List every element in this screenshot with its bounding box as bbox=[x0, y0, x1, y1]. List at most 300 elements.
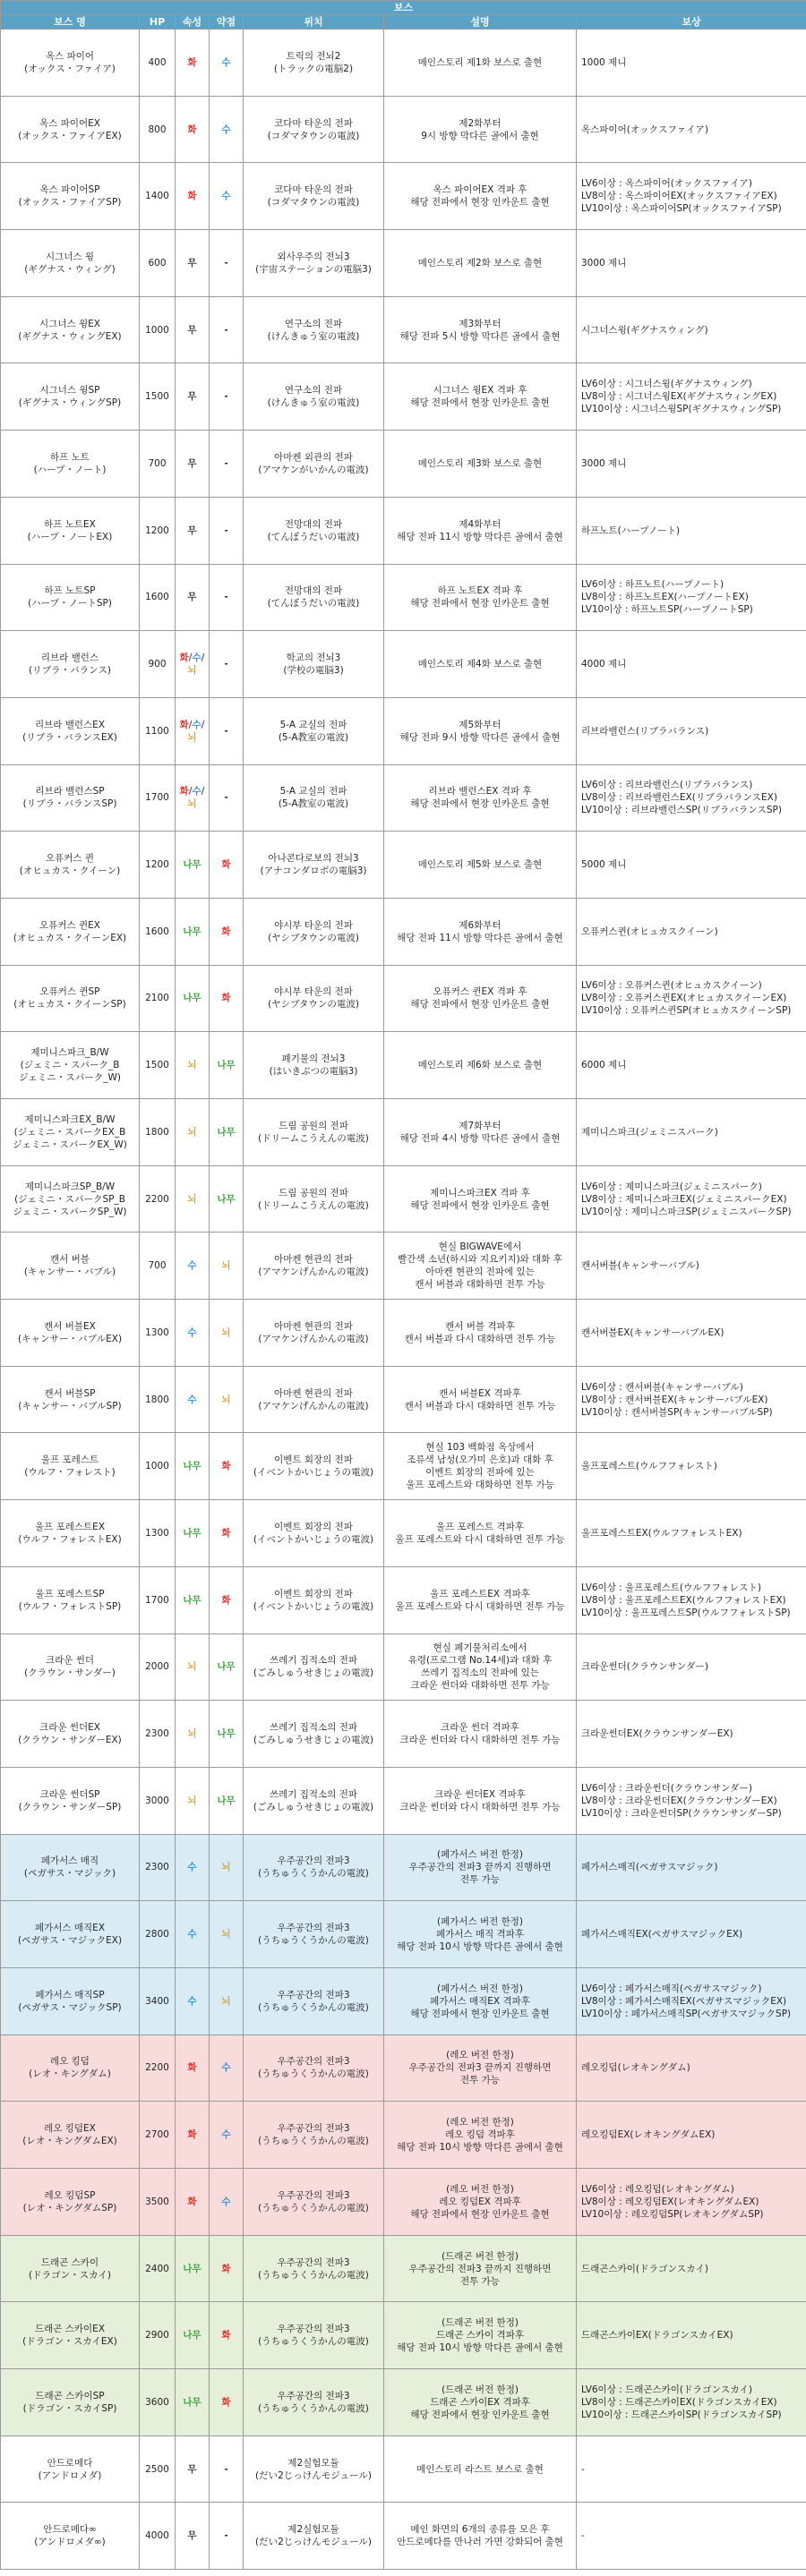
weakness-cell bbox=[210, 1433, 244, 1500]
description-cell: 하프 노트EX 격파 후 해당 전파에서 현장 인카운트 출현 bbox=[384, 564, 577, 631]
location-cell: 우주공간의 전파3 (うちゅうくうかんの電波) bbox=[244, 2369, 384, 2436]
reward-cell: 하프노트(ハープノート) bbox=[577, 497, 806, 564]
attribute-cell bbox=[176, 1099, 210, 1166]
header-reward: 보상 bbox=[577, 15, 806, 30]
boss-name-cell: 제미니스파크_B/W (ジェミニ・スパーク_B ジェミニ・スパーク_W) bbox=[1, 1032, 140, 1099]
element-elec: 뇌 bbox=[187, 1126, 197, 1138]
element-water: 수 bbox=[221, 2129, 231, 2141]
weakness-cell bbox=[210, 764, 244, 832]
location-cell: 우주공간의 전파3 (うちゅうくうかんの電波) bbox=[244, 1901, 384, 1968]
element-wood: 나무 bbox=[217, 1126, 236, 1138]
element-fire: 화 bbox=[179, 786, 189, 798]
hp-cell: 700 bbox=[140, 431, 176, 498]
description-cell: 메인스토리 제3화 보스로 출현 bbox=[384, 431, 577, 498]
location-cell: 아마켄 외관의 전파 (アマケンがいかんの電波) bbox=[244, 431, 384, 498]
element-fire: 화 bbox=[179, 653, 189, 664]
table-row bbox=[1, 1433, 806, 1500]
hp-cell: 2900 bbox=[140, 2302, 176, 2369]
boss-name-cell: 페가서스 매직 (ペガサス・マジック) bbox=[1, 1834, 140, 1901]
element-fire: 화 bbox=[187, 2062, 197, 2074]
attribute-cell bbox=[176, 1032, 210, 1099]
element-elec: 뇌 bbox=[187, 798, 197, 810]
location-cell: 쓰레기 집적소의 전파 (ごみしゅうせきじょの電波) bbox=[244, 1701, 384, 1768]
element-none: 무 bbox=[187, 391, 197, 403]
attribute-cell bbox=[176, 697, 210, 764]
hp-cell: 3000 bbox=[140, 1767, 176, 1834]
reward-cell: 3000 제니 bbox=[577, 431, 806, 498]
description-cell: (레오 버전 한정) 레오 킹덤 격파후 해당 전파 10시 방향 막다른 골에서 출현 bbox=[384, 2102, 577, 2169]
table-row bbox=[1, 1099, 806, 1166]
table-row bbox=[1, 363, 806, 431]
description-cell: 캔서 버블EX 격파후 캔서 버블과 다시 대화하면 전투 가능 bbox=[384, 1366, 577, 1433]
table-row bbox=[1, 30, 806, 97]
boss-name-cell: 레오 킹덤 (レオ・キングダム) bbox=[1, 2034, 140, 2102]
hp-cell: 1100 bbox=[140, 697, 176, 764]
element-water: 수 bbox=[192, 719, 202, 730]
weakness-cell bbox=[210, 363, 244, 431]
hp-cell: 2200 bbox=[140, 2034, 176, 2102]
element-fire: 화 bbox=[221, 2396, 231, 2408]
reward-cell: 4000 제니 bbox=[577, 631, 806, 698]
description-cell: (레오 버전 한정) 레오 킹덤EX 격파후 해당 전파에서 현장 인카운트 출현 bbox=[384, 2169, 577, 2236]
reward-cell: - bbox=[577, 2435, 806, 2503]
description-cell: 캔서 버블 격파후 캔서 버블과 다시 대화하면 전투 가능 bbox=[384, 1300, 577, 1367]
weakness-cell bbox=[210, 832, 244, 899]
element-none: 무 bbox=[187, 592, 197, 603]
weakness-cell bbox=[210, 431, 244, 498]
table-row bbox=[1, 1566, 806, 1633]
weakness-cell bbox=[210, 2235, 244, 2302]
table-row bbox=[1, 230, 806, 297]
element-wood: 나무 bbox=[217, 1728, 236, 1740]
boss-name-cell: 안드로메다 (アンドロメダ) bbox=[1, 2435, 140, 2503]
weakness-cell bbox=[210, 965, 244, 1032]
element-elec: 뇌 bbox=[187, 731, 197, 743]
attribute-cell bbox=[176, 1433, 210, 1500]
element-none: - bbox=[224, 792, 228, 804]
location-cell: 연구소의 전파 (けんきゅう室の電波) bbox=[244, 296, 384, 363]
weakness-cell bbox=[210, 1701, 244, 1768]
weakness-cell bbox=[210, 1566, 244, 1633]
boss-name-cell: 레오 킹덤EX (レオ・キングダムEX) bbox=[1, 2102, 140, 2169]
description-cell: (페가서스 버전 한정) 페가서스 매직EX 격파후 해당 전파에서 현장 인카운트 출현 bbox=[384, 1967, 577, 2034]
element-water: 수 bbox=[187, 1260, 197, 1272]
weakness-cell bbox=[210, 296, 244, 363]
reward-cell: 페가서스매직EX(ペガサスマジックEX) bbox=[577, 1901, 806, 1968]
boss-name-cell: 드래곤 스카이 (ドラゴン・スカイ) bbox=[1, 2235, 140, 2302]
attribute-cell bbox=[176, 1701, 210, 1768]
location-cell: 전망대의 전파 (てんぼうだいの電波) bbox=[244, 564, 384, 631]
table-row bbox=[1, 1633, 806, 1701]
boss-name-cell: 리브라 밸런스EX (リブラ・バランスEX) bbox=[1, 697, 140, 764]
weakness-cell bbox=[210, 1233, 244, 1300]
weakness-cell bbox=[210, 2102, 244, 2169]
description-cell: 시그너스 윙EX 격파 후 해당 전파에서 현장 인카운트 출현 bbox=[384, 363, 577, 431]
boss-name-cell: 옥스 파이어SP (オックス・ファイアSP) bbox=[1, 163, 140, 230]
hp-cell: 3400 bbox=[140, 1967, 176, 2034]
element-water: 수 bbox=[192, 786, 202, 798]
boss-name-cell: 캔서 버블EX (キャンサー・バブルEX) bbox=[1, 1300, 140, 1367]
weakness-cell bbox=[210, 631, 244, 698]
boss-name-cell: 오퓨커스 퀸SP (オヒュカス・クイーンSP) bbox=[1, 965, 140, 1032]
element-water: 수 bbox=[221, 56, 231, 68]
reward-cell: 울프포레스트(ウルフフォレスト) bbox=[577, 1433, 806, 1500]
location-cell: 제2실험모듈 (だい2じっけんモジュール) bbox=[244, 2435, 384, 2503]
element-water: 수 bbox=[187, 1929, 197, 1941]
hp-cell: 900 bbox=[140, 631, 176, 698]
table-row bbox=[1, 832, 806, 899]
hp-cell: 2300 bbox=[140, 1701, 176, 1768]
boss-name-cell: 시그너스 윙SP (ギグナス・ウィングSP) bbox=[1, 363, 140, 431]
location-cell: 이벤트 회장의 전파 (イベントかいじょうの電波) bbox=[244, 1566, 384, 1633]
hp-cell: 2200 bbox=[140, 1165, 176, 1233]
separator: / bbox=[201, 719, 205, 730]
element-fire: 화 bbox=[187, 124, 197, 135]
table-row bbox=[1, 1901, 806, 1968]
weakness-cell bbox=[210, 2302, 244, 2369]
attribute-cell bbox=[176, 1366, 210, 1433]
reward-cell: 오퓨커스퀸(オヒュカスクイーン) bbox=[577, 898, 806, 965]
table-row bbox=[1, 1701, 806, 1768]
hp-cell: 4000 bbox=[140, 2503, 176, 2570]
attribute-cell bbox=[176, 2034, 210, 2102]
table-header-row bbox=[1, 15, 806, 30]
element-none: - bbox=[224, 525, 228, 536]
location-cell: 쓰레기 집적소의 전파 (ごみしゅうせきじょの電波) bbox=[244, 1767, 384, 1834]
element-wood: 나무 bbox=[217, 1193, 236, 1205]
table-row bbox=[1, 96, 806, 163]
reward-cell: 레오킹덤EX(レオキングダムEX) bbox=[577, 2102, 806, 2169]
element-none: - bbox=[224, 391, 228, 403]
attribute-cell bbox=[176, 1300, 210, 1367]
reward-cell: 6000 제니 bbox=[577, 1032, 806, 1099]
attribute-cell bbox=[176, 1566, 210, 1633]
weakness-cell bbox=[210, 1767, 244, 1834]
attribute-cell bbox=[176, 1233, 210, 1300]
description-cell: 현실 BIGWAVE에서 빨간색 소년(하시와 지요키지)와 대화 후 아마켄 현관의 전파에 있는 캔서 버블과 대화하면 전투 가능 bbox=[384, 1233, 577, 1300]
location-cell: 드림 공원의 전파 (ドリームこうえんの電波) bbox=[244, 1099, 384, 1166]
reward-cell: 3000 제니 bbox=[577, 230, 806, 297]
element-elec: 뇌 bbox=[187, 1661, 197, 1673]
element-none: 무 bbox=[187, 457, 197, 469]
table-row bbox=[1, 1165, 806, 1233]
hp-cell: 700 bbox=[140, 1233, 176, 1300]
element-elec: 뇌 bbox=[187, 1060, 197, 1071]
weakness-cell bbox=[210, 1032, 244, 1099]
weakness-cell bbox=[210, 1165, 244, 1233]
weakness-cell bbox=[210, 96, 244, 163]
hp-cell: 1300 bbox=[140, 1300, 176, 1367]
weakness-cell bbox=[210, 497, 244, 564]
location-cell: 연구소의 전파 (けんきゅう室の電波) bbox=[244, 363, 384, 431]
hp-cell: 1400 bbox=[140, 163, 176, 230]
description-cell: (페가서스 버전 한정) 페가서스 매직 격파후 해당 전파 10시 방향 막다른 골에서 출현 bbox=[384, 1901, 577, 1968]
location-cell: 야시부 타운의 전파 (ヤシブタウンの電波) bbox=[244, 898, 384, 965]
attribute-cell bbox=[176, 2235, 210, 2302]
description-cell: (드래곤 버전 한정) 드래곤 스카이EX 격파후 해당 전파에서 현장 인카운트 출현 bbox=[384, 2369, 577, 2436]
element-water: 수 bbox=[221, 124, 231, 135]
element-none: - bbox=[224, 725, 228, 737]
element-elec: 뇌 bbox=[221, 1394, 231, 1405]
element-elec: 뇌 bbox=[221, 1326, 231, 1338]
boss-name-cell: 옥스 파이어 (オックス・ファイア) bbox=[1, 30, 140, 97]
table-row bbox=[1, 2034, 806, 2102]
boss-name-cell: 시그너스 윙 (ギグナス・ウィング) bbox=[1, 230, 140, 297]
hp-cell: 1800 bbox=[140, 1099, 176, 1166]
element-fire: 화 bbox=[221, 2263, 231, 2274]
reward-cell: LV6이상 : 레오킹덤(レオキングダム) LV8이상 : 레오킹덤EX(レオキングダムEX) LV10이상 : 레오킹덤SP(レオキングダムSP) bbox=[577, 2169, 806, 2236]
table-row bbox=[1, 1967, 806, 2034]
reward-cell: 크라운썬더(クラウンサンダー) bbox=[577, 1633, 806, 1701]
element-water: 수 bbox=[187, 1995, 197, 2007]
table-row bbox=[1, 1233, 806, 1300]
description-cell: (레오 버전 한정) 우주공간의 전파3 끝까지 진행하면 전투 가능 bbox=[384, 2034, 577, 2102]
description-cell: 메인스토리 라스트 보스로 출현 bbox=[384, 2435, 577, 2503]
boss-name-cell: 울프 포레스트SP (ウルフ・フォレストSP) bbox=[1, 1566, 140, 1633]
element-fire: 화 bbox=[187, 2129, 197, 2141]
boss-name-cell: 제미니스파크EX_B/W (ジェミニ・スパークEX_B ジェミニ・スパークEX_W) bbox=[1, 1099, 140, 1166]
element-none: 무 bbox=[187, 2463, 197, 2475]
location-cell: 우주공간의 전파3 (うちゅうくうかんの電波) bbox=[244, 2034, 384, 2102]
description-cell: 제6화부터 해당 전파 11시 방향 막다른 골에서 출현 bbox=[384, 898, 577, 965]
attribute-cell bbox=[176, 564, 210, 631]
boss-name-cell: 크라운 썬더SP (クラウン・サンダーSP) bbox=[1, 1767, 140, 1834]
location-cell: 폐기물의 전뇌3 (はいきぶつの電脳3) bbox=[244, 1032, 384, 1099]
element-elec: 뇌 bbox=[187, 1795, 197, 1806]
reward-cell: 크라운썬더EX(クラウンサンダーEX) bbox=[577, 1701, 806, 1768]
table-row bbox=[1, 1834, 806, 1901]
hp-cell: 2000 bbox=[140, 1633, 176, 1701]
element-water: 수 bbox=[221, 2062, 231, 2074]
table-row bbox=[1, 2302, 806, 2369]
weakness-cell bbox=[210, 1901, 244, 1968]
hp-cell: 2800 bbox=[140, 1901, 176, 1968]
header-description: 설명 bbox=[384, 15, 577, 30]
boss-name-cell: 오퓨커스 퀸EX (オヒュカス・クイーンEX) bbox=[1, 898, 140, 965]
description-cell: (드래곤 버전 한정) 우주공간의 전파3 끝까지 진행하면 전투 가능 bbox=[384, 2235, 577, 2302]
attribute-cell bbox=[176, 965, 210, 1032]
description-cell: (드래곤 버전 한정) 드래곤 스카이 격파후 해당 전파 10시 방향 막다른 골에서 출현 bbox=[384, 2302, 577, 2369]
table-title: 보스 bbox=[1, 1, 806, 15]
weakness-cell bbox=[210, 1500, 244, 1567]
boss-name-cell: 캔서 버블SP (キャンサー・バブルSP) bbox=[1, 1366, 140, 1433]
location-cell: 5-A 교실의 전파 (5-A教室の電波) bbox=[244, 764, 384, 832]
boss-name-cell: 울프 포레스트 (ウルフ・フォレスト) bbox=[1, 1433, 140, 1500]
location-cell: 우주공간의 전파3 (うちゅうくうかんの電波) bbox=[244, 2235, 384, 2302]
boss-name-cell: 하프 노트SP (ハープ・ノートSP) bbox=[1, 564, 140, 631]
attribute-cell bbox=[176, 96, 210, 163]
reward-cell: - bbox=[577, 2503, 806, 2570]
element-wood: 나무 bbox=[183, 2396, 202, 2408]
element-wood: 나무 bbox=[183, 2263, 202, 2274]
element-fire: 화 bbox=[221, 859, 231, 871]
element-fire: 화 bbox=[221, 1461, 231, 1472]
location-cell: 우주공간의 전파3 (うちゅうくうかんの電波) bbox=[244, 2102, 384, 2169]
description-cell: (페가서스 버전 한정) 우주공간의 전파3 끝까지 진행하면 전투 가능 bbox=[384, 1834, 577, 1901]
hp-cell: 1500 bbox=[140, 363, 176, 431]
attribute-cell bbox=[176, 30, 210, 97]
reward-cell: 제미니스파크(ジェミニスパーク) bbox=[577, 1099, 806, 1166]
location-cell: 아마켄 현관의 전파 (アマケンげんかんの電波) bbox=[244, 1233, 384, 1300]
table-row bbox=[1, 1767, 806, 1834]
attribute-cell bbox=[176, 832, 210, 899]
element-fire: 화 bbox=[221, 2330, 231, 2341]
weakness-cell bbox=[210, 1099, 244, 1166]
attribute-cell bbox=[176, 363, 210, 431]
reward-cell: LV6이상 : 드래곤스카이(ドラゴンスカイ) LV8이상 : 드래곤스카이EX(ドラゴンスカイEX) LV10이상 : 드래곤스카이SP(ドラゴンスカイSP) bbox=[577, 2369, 806, 2436]
location-cell: 아마켄 현관의 전파 (アマケンげんかんの電波) bbox=[244, 1366, 384, 1433]
boss-name-cell: 옥스 파이어EX (オックス・ファイアEX) bbox=[1, 96, 140, 163]
hp-cell: 600 bbox=[140, 230, 176, 297]
boss-name-cell: 하프 노트EX (ハープ・ノートEX) bbox=[1, 497, 140, 564]
weakness-cell bbox=[210, 898, 244, 965]
element-fire: 화 bbox=[179, 719, 189, 730]
description-cell: 메인스토리 제5화 보스로 출현 bbox=[384, 832, 577, 899]
hp-cell: 3500 bbox=[140, 2169, 176, 2236]
header-hp: HP bbox=[140, 15, 176, 30]
reward-cell: 드래곤스카이(ドラゴンスカイ) bbox=[577, 2235, 806, 2302]
reward-cell: 캔서버블EX(キャンサーバブルEX) bbox=[577, 1300, 806, 1367]
reward-cell: LV6이상 : 시그너스윙(ギグナスウィング) LV8이상 : 시그너스윙EX(ギグナスウィングEX) LV10이상 : 시그너스윙SP(ギグナスウィングSP) bbox=[577, 363, 806, 431]
hp-cell: 2400 bbox=[140, 2235, 176, 2302]
element-none: 무 bbox=[187, 2530, 197, 2542]
element-none: - bbox=[224, 2463, 228, 2475]
table-row bbox=[1, 697, 806, 764]
reward-cell: LV6이상 : 오퓨커스퀸(オヒュカスクイーン) LV8이상 : 오퓨커스퀸EX(オヒュカスクイーンEX) LV10이상 : 오퓨커스퀸SP(オヒュカスクイーンSP) bbox=[577, 965, 806, 1032]
location-cell: 야시부 타운의 전파 (ヤシブタウンの電波) bbox=[244, 965, 384, 1032]
boss-name-cell: 안드로메다∞ (アンドロメダ∞) bbox=[1, 2503, 140, 2570]
table-row bbox=[1, 2169, 806, 2236]
hp-cell: 1700 bbox=[140, 764, 176, 832]
description-cell: 메인스토리 제1화 보스로 출현 bbox=[384, 30, 577, 97]
element-fire: 화 bbox=[221, 1594, 231, 1606]
boss-name-cell: 제미니스파크SP_B/W (ジェミニ・スパークSP_B ジェミニ・スパークSP_W) bbox=[1, 1165, 140, 1233]
attribute-cell bbox=[176, 1901, 210, 1968]
location-cell: 전망대의 전파 (てんぼうだいの電波) bbox=[244, 497, 384, 564]
table-body bbox=[1, 30, 806, 2570]
description-cell: 옥스 파이어EX 격파 후 해당 전파에서 현장 인카운트 출현 bbox=[384, 163, 577, 230]
table-row bbox=[1, 431, 806, 498]
hp-cell: 1600 bbox=[140, 898, 176, 965]
element-elec: 뇌 bbox=[221, 1995, 231, 2007]
hp-cell: 1200 bbox=[140, 832, 176, 899]
reward-cell: LV6이상 : 캔서버블(キャンサーバブル) LV8이상 : 캔서버블EX(キャンサーバブルEX) LV10이상 : 캔서버블SP(キャンサーバブルSP) bbox=[577, 1366, 806, 1433]
location-cell: 5-A 교실의 전파 (5-A教室の電波) bbox=[244, 697, 384, 764]
table-row bbox=[1, 2102, 806, 2169]
weakness-cell bbox=[210, 2034, 244, 2102]
location-cell: 우주공간의 전파3 (うちゅうくうかんの電波) bbox=[244, 2169, 384, 2236]
reward-cell: LV6이상 : 제미니스파크(ジェミニスパーク) LV8이상 : 제미니스파크EX(ジェミニスパークEX) LV10이상 : 제미니스파크SP(ジェミニスパークSP) bbox=[577, 1165, 806, 1233]
hp-cell: 2300 bbox=[140, 1834, 176, 1901]
element-none: - bbox=[224, 2530, 228, 2542]
boss-name-cell: 오퓨커스 퀸 (オヒュカス・クイーン) bbox=[1, 832, 140, 899]
location-cell: 이벤트 회장의 전파 (イベントかいじょうの電波) bbox=[244, 1433, 384, 1500]
location-cell: 아나콘다로보의 전뇌3 (アナコンダロボの電脳3) bbox=[244, 832, 384, 899]
hp-cell: 2100 bbox=[140, 965, 176, 1032]
element-water: 수 bbox=[221, 2196, 231, 2207]
table-row bbox=[1, 2435, 806, 2503]
element-none: - bbox=[224, 324, 228, 336]
reward-cell: 옥스파이어(オックスファイア) bbox=[577, 96, 806, 163]
element-wood: 나무 bbox=[183, 925, 202, 937]
weakness-cell bbox=[210, 30, 244, 97]
reward-cell: 1000 제니 bbox=[577, 30, 806, 97]
element-wood: 나무 bbox=[217, 1060, 236, 1071]
description-cell: 현실 103 백화점 옥상에서 조류색 남성(오가미 은호)과 대화 후 이벤트 회장의 전파에 있는 울프 포레스트와 대화하면 전투 가능 bbox=[384, 1433, 577, 1500]
attribute-cell bbox=[176, 163, 210, 230]
element-fire: 화 bbox=[221, 993, 231, 1004]
attribute-cell bbox=[176, 431, 210, 498]
boss-name-cell: 페가서스 매직SP (ペガサス・マジックSP) bbox=[1, 1967, 140, 2034]
hp-cell: 1300 bbox=[140, 1500, 176, 1567]
element-elec: 뇌 bbox=[221, 1862, 231, 1873]
description-cell: 크라운 썬더EX 격파후 크라운 썬더와 다시 대화하면 전투 가능 bbox=[384, 1767, 577, 1834]
location-cell: 쓰레기 집적소의 전파 (ごみしゅうせきじょの電波) bbox=[244, 1633, 384, 1701]
element-wood: 나무 bbox=[217, 1795, 236, 1806]
location-cell: 이벤트 회장의 전파 (イベントかいじょうの電波) bbox=[244, 1500, 384, 1567]
reward-cell: LV6이상 : 옥스파이어(オックスファイア) LV8이상 : 옥스파이어EX(オックスファイアEX) LV10이상 : 옥스파이어SP(オックスファイアSP) bbox=[577, 163, 806, 230]
description-cell: 제3화부터 해당 전파 5시 방향 막다른 골에서 출현 bbox=[384, 296, 577, 363]
boss-name-cell: 드래곤 스카이SP (ドラゴン・スカイSP) bbox=[1, 2369, 140, 2436]
separator: / bbox=[201, 653, 205, 664]
hp-cell: 1000 bbox=[140, 296, 176, 363]
description-cell: 제7화부터 해당 전파 4시 방향 막다른 골에서 출현 bbox=[384, 1099, 577, 1166]
location-cell: 우주공간의 전파3 (うちゅうくうかんの電波) bbox=[244, 2302, 384, 2369]
weakness-cell bbox=[210, 1633, 244, 1701]
boss-name-cell: 드래곤 스카이EX (ドラゴン・スカイEX) bbox=[1, 2302, 140, 2369]
boss-name-cell: 리브라 밸런스 (リブラ・バランス) bbox=[1, 631, 140, 698]
element-none: - bbox=[224, 659, 228, 670]
location-cell: 트릭의 전뇌2 (トラックの電脳2) bbox=[244, 30, 384, 97]
element-elec: 뇌 bbox=[221, 1260, 231, 1272]
description-cell: 울프 포레스트EX 격파후 울프 포레스트와 다시 대화하면 전투 가능 bbox=[384, 1566, 577, 1633]
table-row bbox=[1, 2503, 806, 2570]
description-cell: 메인 화면의 6개의 종류를 모은 후 안드로메다를 만나러 가면 강화되어 출현 bbox=[384, 2503, 577, 2570]
hp-cell: 1000 bbox=[140, 1433, 176, 1500]
table-row bbox=[1, 898, 806, 965]
element-wood: 나무 bbox=[183, 993, 202, 1004]
weakness-cell bbox=[210, 1300, 244, 1367]
location-cell: 외사우주의 전뇌3 (宇宙ステーションの電脳3) bbox=[244, 230, 384, 297]
weakness-cell bbox=[210, 564, 244, 631]
attribute-cell bbox=[176, 2503, 210, 2570]
attribute-cell bbox=[176, 1165, 210, 1233]
hp-cell: 400 bbox=[140, 30, 176, 97]
element-fire: 화 bbox=[187, 56, 197, 68]
table-row bbox=[1, 296, 806, 363]
element-water: 수 bbox=[187, 1326, 197, 1338]
weakness-cell bbox=[210, 2369, 244, 2436]
reward-cell: LV6이상 : 하프노트(ハープノート) LV8이상 : 하프노트EX(ハープノートEX) LV10이상 : 하프노트SP(ハープノートSP) bbox=[577, 564, 806, 631]
element-water: 수 bbox=[187, 1394, 197, 1405]
hp-cell: 2700 bbox=[140, 2102, 176, 2169]
location-cell: 우주공간의 전파3 (うちゅうくうかんの電波) bbox=[244, 1967, 384, 2034]
table-row bbox=[1, 1500, 806, 1567]
element-fire: 화 bbox=[187, 2196, 197, 2207]
element-wood: 나무 bbox=[183, 1527, 202, 1539]
table-row bbox=[1, 497, 806, 564]
boss-name-cell: 레오 킹덤SP (レオ・キングダムSP) bbox=[1, 2169, 140, 2236]
attribute-cell bbox=[176, 230, 210, 297]
attribute-cell bbox=[176, 497, 210, 564]
separator: / bbox=[201, 786, 205, 798]
attribute-cell bbox=[176, 1967, 210, 2034]
element-fire: 화 bbox=[187, 191, 197, 202]
weakness-cell bbox=[210, 1366, 244, 1433]
boss-name-cell: 리브라 밸런스SP (リブラ・バランスSP) bbox=[1, 764, 140, 832]
reward-cell: 시그너스윙(ギグナスウィング) bbox=[577, 296, 806, 363]
reward-cell: LV6이상 : 울프포레스트(ウルフフォレスト) LV8이상 : 울프포레스트EX(ウルフフォレストEX) LV10이상 : 울프포레스트SP(ウルフフォレストSP) bbox=[577, 1566, 806, 1633]
